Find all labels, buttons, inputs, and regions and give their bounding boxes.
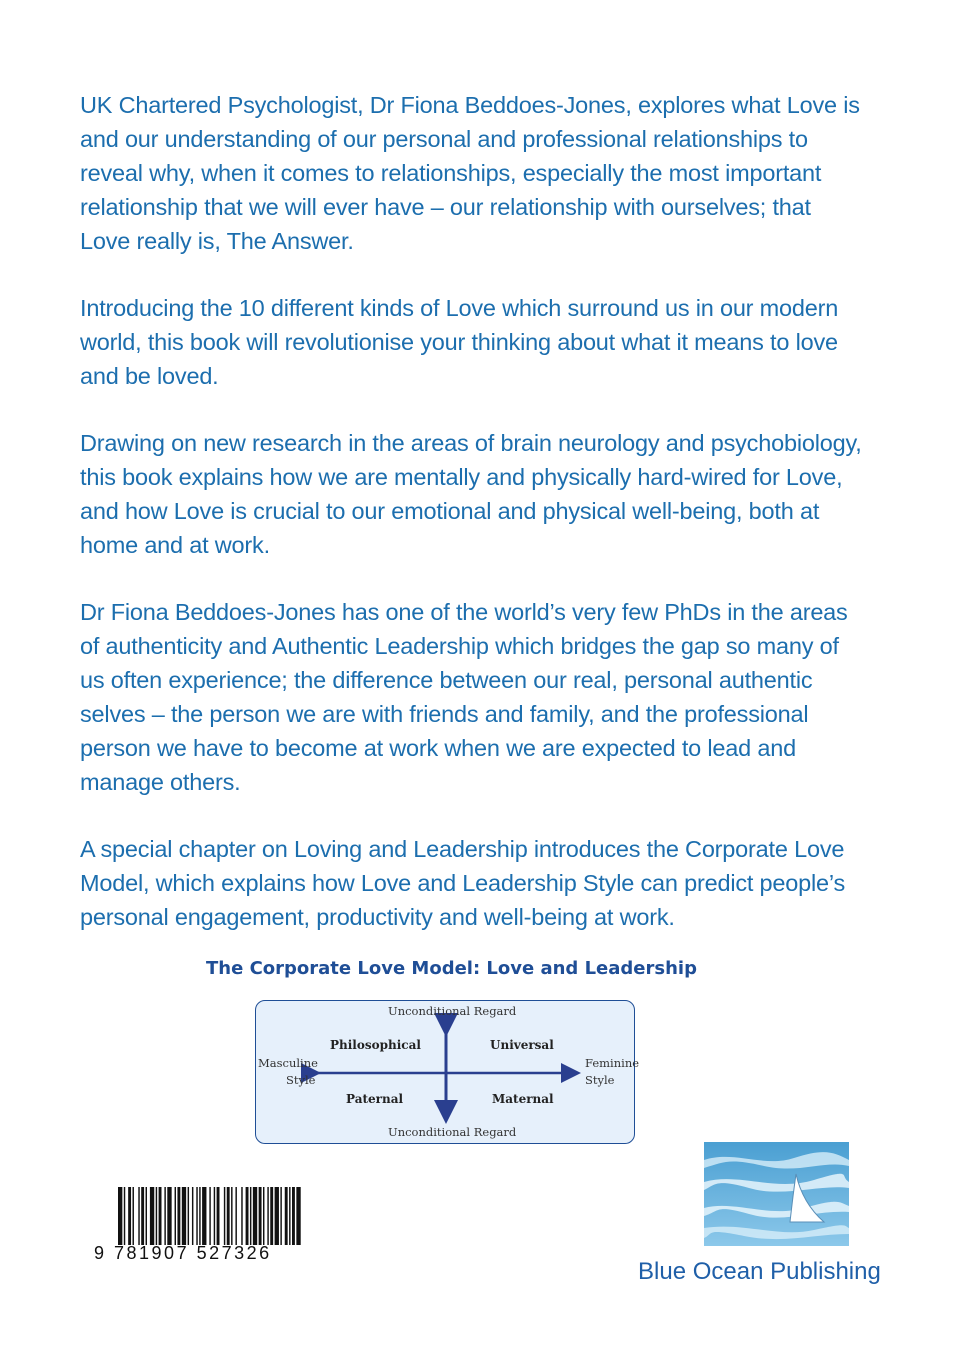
left-axis-label-line2: Style (286, 1073, 316, 1087)
top-axis-label: Unconditional Regard (388, 1004, 517, 1018)
barcode-bar (118, 1187, 122, 1245)
barcode-bar (214, 1187, 215, 1245)
barcode-bar (209, 1187, 210, 1245)
right-axis-label-line1: Feminine (585, 1056, 640, 1070)
barcode-bar (217, 1187, 220, 1245)
quadrant-maternal: Maternal (492, 1092, 554, 1106)
barcode-bar (270, 1187, 273, 1245)
barcode-bar (141, 1187, 144, 1245)
quadrant-universal: Universal (490, 1038, 554, 1052)
barcode-bar (227, 1187, 230, 1245)
blurb-paragraph-2: Introducing the 10 different kinds of Love which surround us in our modern world, this book will revolutionise your thinking about what it means to love and be loved. (80, 295, 839, 389)
blurb-paragraph-1: UK Chartered Psychologist, Dr Fiona Beddoes-Jones, explores what Love is and our understanding of our personal and professional relationships to reveal why, when it comes to relationships, especially the most important relationship that we will ever have – our relationship with ourselves; that Love really is, The Answer. (80, 92, 860, 254)
barcode-bar (275, 1187, 279, 1245)
barcode-bar (253, 1187, 257, 1245)
barcode-bar (188, 1187, 189, 1245)
barcode-bars (92, 1185, 324, 1247)
sail-on-waves-icon (704, 1142, 849, 1246)
back-cover-blurb (80, 88, 866, 967)
barcode-bar (296, 1187, 300, 1245)
left-axis-label-line1: Masculine (258, 1056, 318, 1070)
barcode-bar (177, 1187, 180, 1245)
publisher-name: Blue Ocean Publishing (638, 1258, 881, 1285)
quadrant-philosophical: Philosophical (330, 1038, 421, 1052)
barcode-bar (199, 1187, 200, 1245)
barcode-bar (231, 1187, 232, 1245)
barcode-bar (224, 1187, 225, 1245)
barcode-bar (175, 1187, 176, 1245)
quadrant-paternal: Paternal (346, 1092, 404, 1106)
barcode-bar (159, 1187, 162, 1245)
barcode-bar (285, 1187, 288, 1245)
barcode-bar (250, 1187, 251, 1245)
barcode-bar (182, 1187, 186, 1245)
bottom-axis-label: Unconditional Regard (388, 1125, 517, 1139)
barcode-bar (124, 1187, 125, 1245)
barcode-bar (167, 1187, 171, 1245)
barcode-bar (150, 1187, 154, 1245)
barcode-bar (235, 1187, 236, 1245)
barcode-bar (156, 1187, 157, 1245)
barcode-bar (138, 1187, 139, 1245)
barcode-bar (192, 1187, 193, 1245)
barcode-bar (280, 1187, 281, 1245)
barcode-bar (289, 1187, 290, 1245)
barcode-bar (128, 1187, 131, 1245)
diagram-title: The Corporate Love Model: Love and Leadership (206, 958, 697, 979)
barcode-bar (146, 1187, 147, 1245)
isbn-barcode (92, 1185, 324, 1275)
right-axis-label-line2: Style (585, 1073, 615, 1087)
isbn-digits: 9 781907 527326 (94, 1243, 272, 1263)
barcode-bar (164, 1187, 165, 1245)
barcode-bar (241, 1187, 242, 1245)
barcode-bar (259, 1187, 262, 1245)
barcode-bar (263, 1187, 264, 1245)
barcode-bar (246, 1187, 249, 1245)
blurb-paragraph-4: Dr Fiona Beddoes-Jones has one of the world’s very few PhDs in the areas of authenticity and Authentic Leadership which bridges the gap so many of us often experience; the difference between our real, personal authentic selves – the person we are with friends and family, and the professional person we have to become at work when we are expected to lead and manage others. (80, 599, 848, 795)
barcode-bar (292, 1187, 295, 1245)
barcode-bar (133, 1187, 134, 1245)
barcode-bar (202, 1187, 206, 1245)
blurb-paragraph-3: Drawing on new research in the areas of brain neurology and psychobiology, this book explains how we are mentally and physically hard-wired for Love, and how Love is crucial to our emotional and physical well-being, both at home and at work. (80, 430, 862, 558)
barcode-bar (267, 1187, 268, 1245)
corporate-love-model-diagram (255, 1000, 640, 1144)
barcode-bar (196, 1187, 197, 1245)
blurb-paragraph-5: A special chapter on Loving and Leadership introduces the Corporate Love Model, which explains how Love and Leadership Style can predict people’s personal engagement, productivity and well-being at work. (80, 836, 846, 930)
